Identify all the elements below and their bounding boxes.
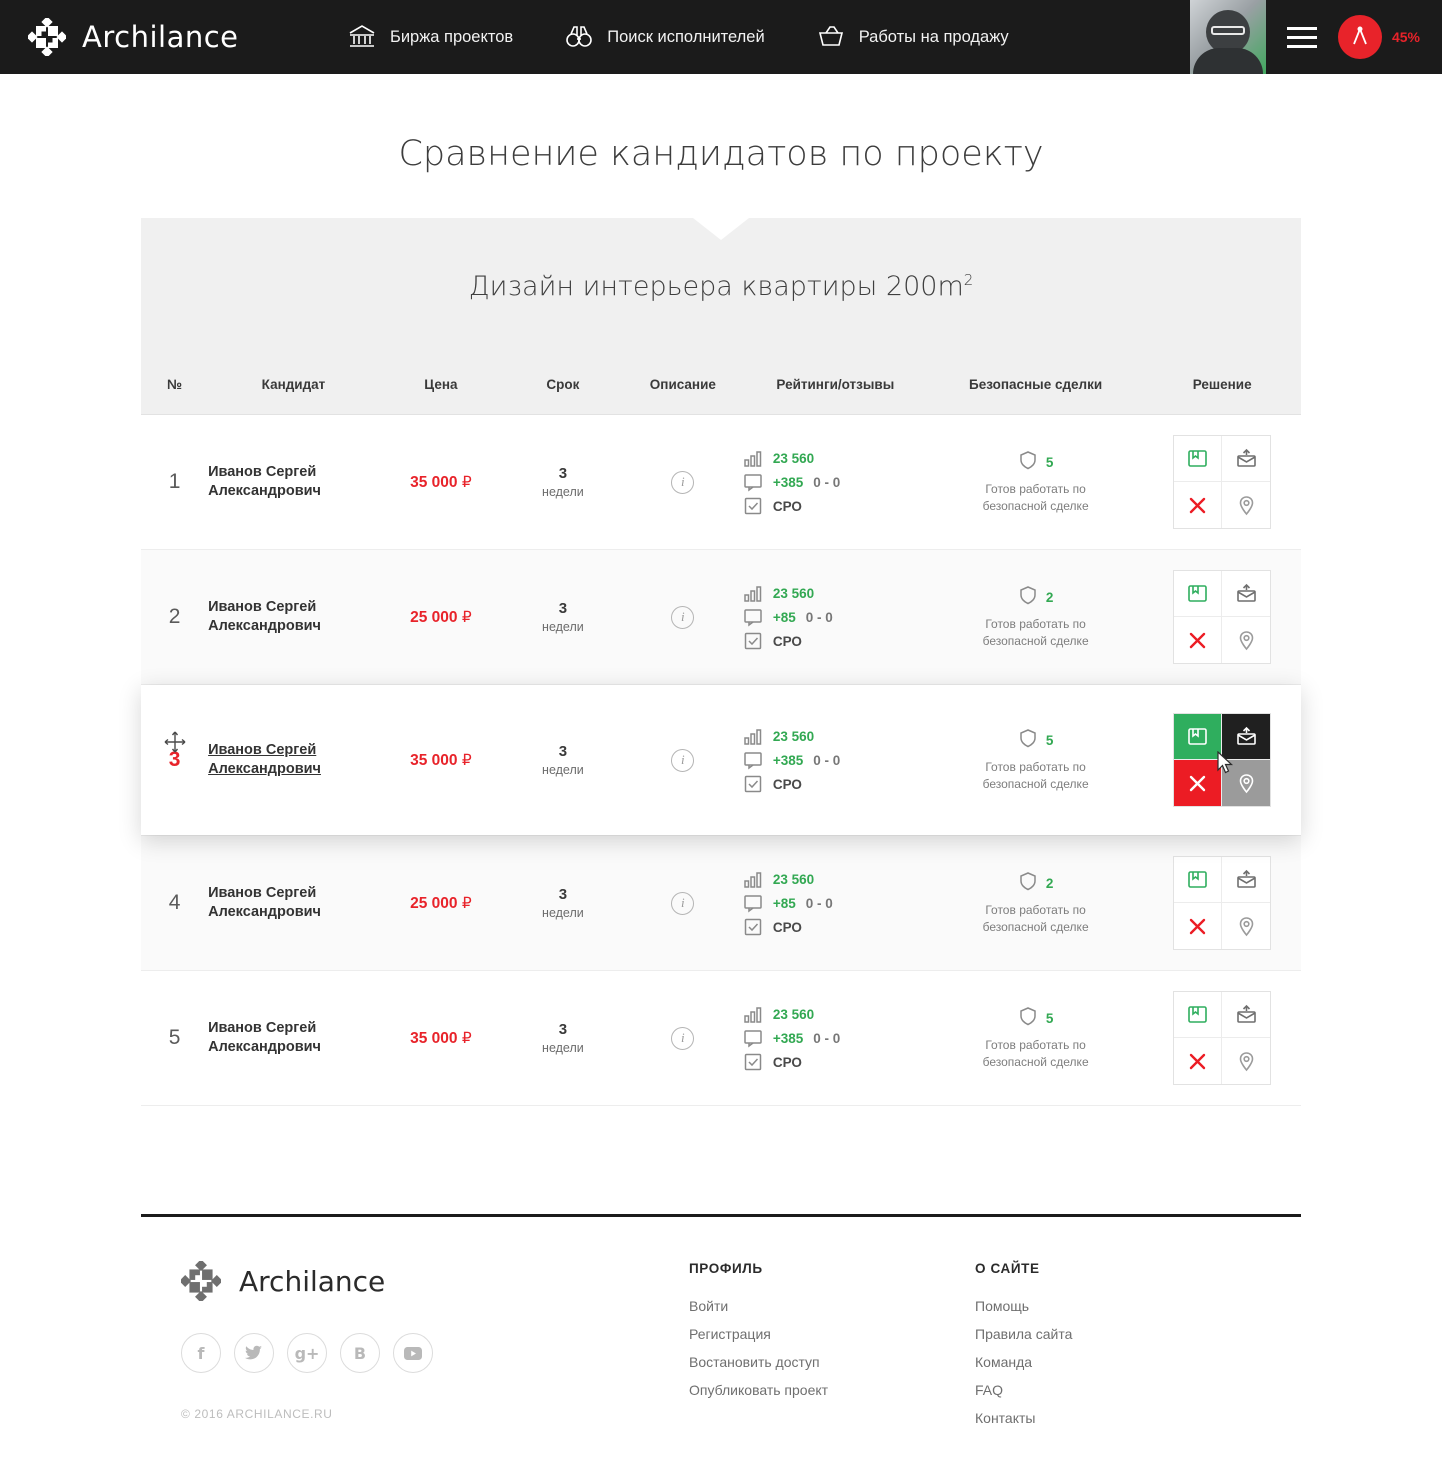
candidate-actions [1143, 685, 1301, 836]
progress-percent: 45% [1391, 29, 1420, 45]
price-value: 35 000 [410, 751, 458, 769]
candidate-ratings [743, 415, 928, 550]
bar-chart-icon [743, 869, 763, 889]
hamburger-icon[interactable] [1266, 0, 1338, 74]
comment-icon [743, 1028, 763, 1048]
action-grid [1173, 435, 1271, 529]
rating-sro-line [743, 774, 928, 794]
site-header [0, 0, 1442, 74]
safe-deal-count: 2 [1045, 876, 1054, 892]
candidate-term [503, 971, 623, 1106]
candidate-actions [1143, 836, 1301, 971]
approve-button[interactable] [1174, 992, 1222, 1038]
footer-link-contacts[interactable]: Контакты [975, 1410, 1036, 1426]
rating-score: 23 560 [772, 450, 815, 466]
avatar[interactable] [1190, 0, 1266, 74]
safe-deal-note: Готов работать по безопасной сделке [982, 903, 1089, 934]
info-icon[interactable]: i [671, 749, 694, 772]
check-square-icon [743, 917, 763, 937]
safe-deal-count: 2 [1045, 590, 1054, 606]
candidate-term [503, 550, 623, 685]
rating-score-line [743, 869, 928, 889]
approve-button[interactable] [1174, 571, 1222, 617]
rating-sro-line [743, 631, 928, 651]
reviews-positive: +385 [772, 752, 804, 768]
rating-reviews-line [743, 893, 928, 913]
table-row[interactable] [141, 836, 1301, 971]
candidate-term [503, 415, 623, 550]
social-links [181, 1333, 689, 1373]
action-grid [1173, 570, 1271, 664]
th-candidate: Кандидат [208, 355, 379, 415]
safe-deal-count: 5 [1045, 1011, 1054, 1027]
th-number: № [141, 355, 208, 415]
sro-label: СРО [772, 919, 802, 935]
check-square-icon [743, 774, 763, 794]
th-term: Срок [503, 355, 623, 415]
info-icon[interactable]: i [671, 471, 694, 494]
bar-chart-icon [743, 448, 763, 468]
candidate-ratings [743, 971, 928, 1106]
price-value: 25 000 [410, 608, 458, 626]
rating-sro-line [743, 917, 928, 937]
profile-progress[interactable] [1338, 15, 1442, 59]
reviews-neutral-negative: 0 - 0 [813, 752, 841, 768]
nav-item-works-for-sale[interactable] [817, 24, 1009, 50]
pin-button[interactable] [1222, 482, 1270, 528]
mail-button[interactable] [1222, 992, 1270, 1038]
shield-icon [1018, 1006, 1038, 1031]
vk-icon[interactable]: B [340, 1333, 380, 1373]
row-number: 2 [168, 605, 181, 628]
reviews-positive: +85 [772, 895, 796, 911]
nav-item-projects-label: Биржа проектов [390, 27, 514, 46]
candidate-safe-deals [928, 550, 1144, 685]
th-rating: Рейтинги/отзывы [743, 355, 928, 415]
rating-score: 23 560 [772, 728, 815, 744]
th-description: Описание [623, 355, 743, 415]
candidate-price [379, 971, 503, 1106]
price-currency: ₽ [461, 608, 472, 626]
archilance-logo-icon [181, 1261, 221, 1301]
term-unit: недели [542, 762, 584, 777]
price-currency: ₽ [461, 473, 472, 491]
bar-chart-icon [743, 583, 763, 603]
reviews-positive: +385 [772, 474, 804, 490]
footer-link-publish-project[interactable]: Опубликовать проект [689, 1382, 829, 1398]
action-grid [1173, 991, 1271, 1085]
reject-button[interactable] [1174, 903, 1222, 949]
candidate-description [623, 550, 743, 685]
project-title [469, 271, 974, 302]
table-body [141, 415, 1301, 1106]
rating-score: 23 560 [772, 1006, 815, 1022]
binoculars-icon [565, 24, 593, 50]
rating-sro-line [743, 496, 928, 516]
safe-deal-note: Готов работать по безопасной сделке [982, 1038, 1089, 1069]
approve-button[interactable] [1174, 857, 1222, 903]
sro-label: СРО [772, 633, 802, 649]
bar-chart-icon [743, 1004, 763, 1024]
candidate-safe-deals [928, 685, 1144, 836]
term-value: 3 [558, 1020, 568, 1038]
approve-button[interactable] [1174, 714, 1222, 760]
candidate-actions [1143, 415, 1301, 550]
archilance-logo-icon [28, 18, 66, 56]
info-icon[interactable]: i [671, 1027, 694, 1050]
th-decision: Решение [1143, 355, 1301, 415]
candidate-description [623, 415, 743, 550]
candidate-description [623, 836, 743, 971]
page-title: Сравнение кандидатов по проекту [398, 134, 1044, 174]
footer-brand-block [141, 1261, 689, 1438]
candidate-description [623, 685, 743, 836]
term-unit: недели [542, 1040, 584, 1055]
shield-icon [1018, 450, 1038, 475]
candidate-price [379, 415, 503, 550]
shield-icon [1018, 728, 1038, 753]
rating-reviews-line [743, 607, 928, 627]
candidate-term [503, 685, 623, 836]
mouse-cursor-icon [1217, 751, 1235, 775]
footer-brand-name: Archilance [239, 1264, 386, 1298]
shield-icon [1018, 871, 1038, 896]
mail-button[interactable] [1222, 571, 1270, 617]
reject-button[interactable] [1174, 760, 1222, 806]
candidate-price [379, 836, 503, 971]
reject-button[interactable] [1174, 617, 1222, 663]
table-head [141, 355, 1301, 415]
comment-icon [743, 607, 763, 627]
shield-icon [1018, 585, 1038, 610]
table-row[interactable] [141, 550, 1301, 685]
project-band [141, 218, 1301, 355]
info-icon[interactable]: i [671, 606, 694, 629]
candidate-description [623, 971, 743, 1106]
footer-column-about [975, 1261, 1261, 1438]
footer-link-help[interactable]: Помощь [975, 1298, 1030, 1314]
candidate-ratings [743, 836, 928, 971]
candidate-term [503, 836, 623, 971]
table-header-row [141, 355, 1301, 415]
mail-button[interactable] [1222, 857, 1270, 903]
price-currency: ₽ [461, 894, 472, 912]
nav-item-search-performers-label: Поиск исполнителей [607, 27, 765, 46]
candidate-ratings [743, 685, 928, 836]
rating-reviews-line [743, 472, 928, 492]
candidate-actions [1143, 971, 1301, 1106]
reviews-neutral-negative: 0 - 0 [805, 895, 833, 911]
row-number [141, 685, 208, 836]
reviews-positive: +385 [772, 1030, 804, 1046]
reject-button[interactable] [1174, 1038, 1222, 1084]
candidate-price [379, 550, 503, 685]
header-right-controls [1190, 0, 1442, 74]
candidate-safe-deals [928, 971, 1144, 1106]
sro-label: СРО [772, 498, 802, 514]
row-number: 5 [168, 1026, 181, 1049]
bank-icon [348, 24, 376, 50]
comment-icon [743, 472, 763, 492]
drag-handle-icon[interactable] [164, 731, 186, 753]
price-currency: ₽ [461, 751, 472, 769]
site-footer [141, 1214, 1301, 1478]
candidate-safe-deals [928, 836, 1144, 971]
main-nav [348, 24, 1009, 50]
facebook-icon[interactable]: f [181, 1333, 221, 1373]
term-unit: недели [542, 619, 584, 634]
googleplus-icon[interactable]: g+ [287, 1333, 327, 1373]
approve-button[interactable] [1174, 436, 1222, 482]
brand-name: Archilance [82, 20, 239, 54]
candidate-ratings [743, 550, 928, 685]
reviews-positive: +85 [772, 609, 796, 625]
project-title-sup: 2 [963, 271, 974, 289]
reviews-neutral-negative: 0 - 0 [813, 1030, 841, 1046]
nav-item-works-for-sale-label: Работы на продажу [858, 27, 1009, 46]
footer-link-team[interactable]: Команда [975, 1354, 1033, 1370]
comparison-panel [141, 218, 1301, 1214]
reviews-neutral-negative: 0 - 0 [813, 474, 841, 490]
footer-link-restore-access[interactable]: Востановить доступ [689, 1354, 820, 1370]
table-row-selected[interactable] [141, 685, 1301, 836]
rating-score-line [743, 448, 928, 468]
term-unit: недели [542, 905, 584, 920]
candidate-name[interactable]: Иванов Сергей Александрович [208, 742, 321, 777]
basket-icon [817, 24, 845, 50]
table-row[interactable] [141, 415, 1301, 550]
candidate-name[interactable]: Иванов Сергей Александрович [208, 599, 321, 634]
safe-deal-count: 5 [1045, 733, 1054, 749]
th-safe-deals: Безопасные сделки [928, 355, 1144, 415]
safe-deal-note: Готов работать по безопасной сделке [982, 617, 1089, 648]
candidate-price [379, 685, 503, 836]
row-number-value: 3 [168, 748, 181, 771]
table-row[interactable] [141, 971, 1301, 1106]
rating-score-line [743, 726, 928, 746]
rating-score-line [743, 583, 928, 603]
footer-link-register[interactable]: Регистрация [689, 1326, 771, 1342]
candidate-actions [1143, 550, 1301, 685]
th-price: Цена [379, 355, 503, 415]
pin-button[interactable] [1222, 1038, 1270, 1084]
footer-column-profile [689, 1261, 975, 1438]
rating-reviews-line [743, 1028, 928, 1048]
term-value: 3 [558, 885, 568, 903]
rating-reviews-line [743, 750, 928, 770]
footer-column-about-title: О САЙТЕ [975, 1261, 1040, 1276]
row-number: 1 [168, 470, 181, 493]
reviews-neutral-negative: 0 - 0 [805, 609, 833, 625]
comment-icon [743, 893, 763, 913]
footer-link-site-rules[interactable]: Правила сайта [975, 1326, 1073, 1342]
candidate-name[interactable]: Иванов Сергей Александрович [208, 885, 321, 920]
candidate-safe-deals [928, 415, 1144, 550]
safe-deal-note: Готов работать по безопасной сделке [982, 760, 1089, 791]
check-square-icon [743, 1052, 763, 1072]
term-value: 3 [558, 742, 568, 760]
pin-button[interactable] [1222, 903, 1270, 949]
check-square-icon [743, 631, 763, 651]
youtube-icon[interactable] [393, 1333, 433, 1373]
footer-link-login[interactable]: Войти [689, 1298, 729, 1314]
candidate-name[interactable]: Иванов Сергей Александрович [208, 464, 321, 499]
sro-label: СРО [772, 1054, 802, 1070]
comment-icon [743, 750, 763, 770]
term-value: 3 [558, 599, 568, 617]
term-unit: недели [542, 484, 584, 499]
mail-button[interactable] [1222, 436, 1270, 482]
twitter-icon[interactable] [234, 1333, 274, 1373]
project-title-text: Дизайн интерьера квартиры 200m [468, 271, 964, 302]
check-square-icon [743, 496, 763, 516]
rating-score-line [743, 1004, 928, 1024]
rating-score: 23 560 [772, 871, 815, 887]
footer-link-faq[interactable]: FAQ [975, 1382, 1004, 1398]
brand-logo[interactable] [0, 18, 300, 56]
bar-chart-icon [743, 726, 763, 746]
footer-column-profile-title: ПРОФИЛЬ [689, 1261, 763, 1276]
safe-deal-note: Готов работать по безопасной сделке [982, 482, 1089, 513]
table-footer-space [141, 1106, 1301, 1214]
copyright: © 2016 ARCHILANCE.RU [181, 1407, 333, 1421]
pin-button[interactable] [1222, 617, 1270, 663]
action-grid [1173, 856, 1271, 950]
candidate-name[interactable]: Иванов Сергей Александрович [208, 1020, 321, 1055]
sro-label: СРО [772, 776, 802, 792]
reject-button[interactable] [1174, 482, 1222, 528]
nav-item-projects[interactable] [348, 24, 513, 50]
candidates-table [141, 355, 1301, 1106]
rating-score: 23 560 [772, 585, 815, 601]
info-icon[interactable]: i [671, 892, 694, 915]
compass-icon [1338, 15, 1382, 59]
price-value: 25 000 [410, 894, 458, 912]
term-value: 3 [558, 464, 568, 482]
nav-item-search-performers[interactable] [565, 24, 765, 50]
rating-sro-line [743, 1052, 928, 1072]
safe-deal-count: 5 [1045, 455, 1054, 471]
price-currency: ₽ [461, 1029, 472, 1047]
price-value: 35 000 [410, 1029, 458, 1047]
price-value: 35 000 [410, 473, 458, 491]
row-number: 4 [168, 891, 181, 914]
page-body [0, 74, 1442, 1478]
